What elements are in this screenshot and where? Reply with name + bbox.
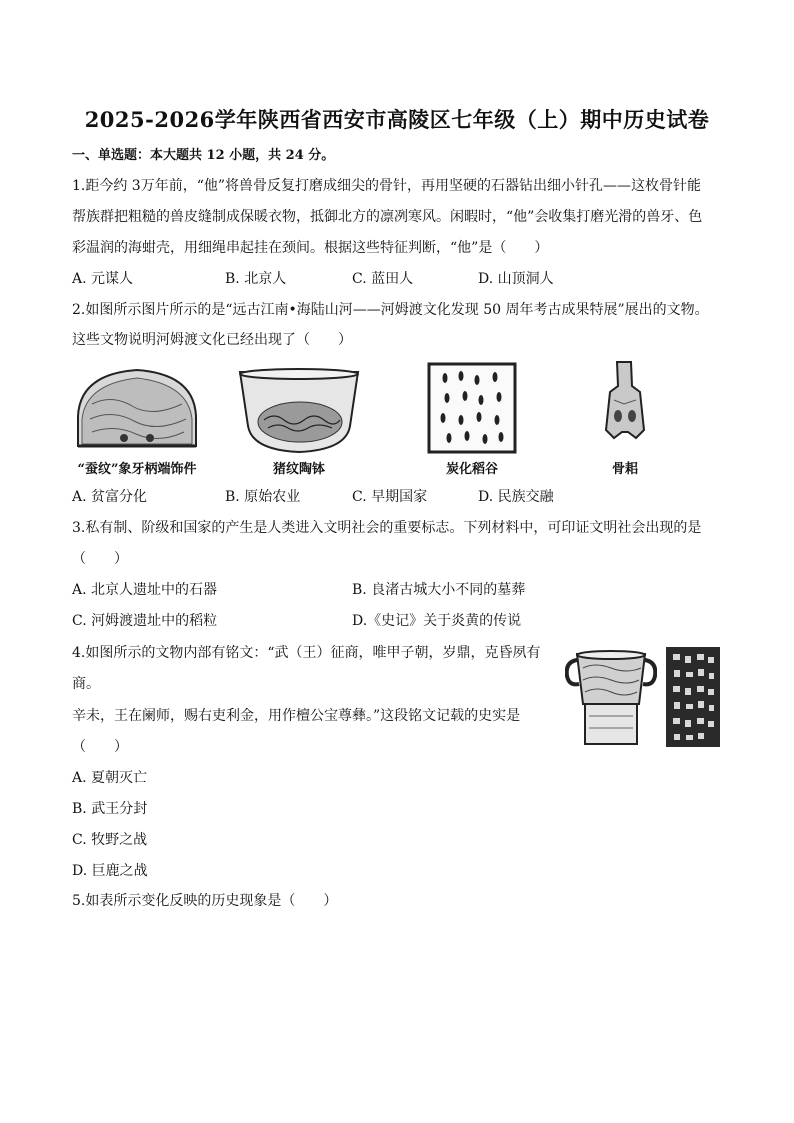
section-heading: 一、单选题：本大题共 12 小题，共 24 分。 (72, 148, 335, 163)
q3-option-b[interactable]: B. 良渚古城大小不同的墓葬 (352, 582, 526, 598)
page-title: 2025-2026学年陕西省西安市高陵区七年级（上）期中历史试卷 (84, 107, 710, 132)
q2-option-c[interactable]: C. 早期国家 (352, 489, 428, 505)
q2-line-1: 2.如图所示图片所示的是“远古江南•海陆山河——河姆渡文化发现 50 周年考古成果特展”展出的文物。 (72, 302, 709, 318)
q4-option-d[interactable]: D. 巨鹿之战 (72, 863, 148, 879)
q2-option-d[interactable]: D. 民族交融 (478, 489, 554, 505)
bone-spade-image (600, 360, 650, 442)
inscription-rubbing-image (665, 646, 721, 748)
caption-ivory-ornament: “蚕纹”象牙柄端饰件 (77, 462, 197, 477)
q2-option-b[interactable]: B. 原始农业 (225, 489, 301, 505)
ivory-ornament-image (72, 364, 202, 452)
q3-option-d[interactable]: D.《史记》关于炎黄的传说 (352, 613, 522, 629)
q3-option-a[interactable]: A. 北京人遗址中的石器 (72, 582, 218, 598)
q3-line-2: （ ） (72, 551, 128, 567)
pig-pottery-bowl-image (234, 364, 364, 456)
q1-line-1: 1.距今约 3万年前，“他”将兽骨反复打磨成细尖的骨针，再用坚硬的石器钻出细小针孔——这枚骨针能 (72, 178, 702, 194)
q4-line-2: 商。 (72, 676, 100, 692)
q4-line-3: 辛未，王在阑师，赐右吏利金，用作檀公宝尊彝。”这段铭文记载的史实是 (72, 708, 521, 724)
q4-option-a[interactable]: A. 夏朝灭亡 (72, 770, 148, 786)
q5-line-1: 5.如表所示变化反映的历史现象是（ ） (72, 893, 338, 909)
q3-option-c[interactable]: C. 河姆渡遗址中的稻粒 (72, 613, 218, 629)
q4-line-4: （ ） (72, 739, 128, 755)
caption-rice: 炭化稻谷 (445, 462, 498, 477)
q4-option-c[interactable]: C. 牧野之战 (72, 832, 148, 848)
q2-line-2: 这些文物说明河姆渡文化已经出现了（ ） (72, 332, 352, 348)
carbonized-rice-image (427, 362, 517, 454)
li-gui-vessel-image (565, 646, 657, 748)
q3-line-1: 3.私有制、阶级和国家的产生是人类进入文明社会的重要标志。下列材料中，可印证文明社会出现的是 (72, 520, 702, 536)
q1-option-c[interactable]: C. 蓝田人 (352, 271, 414, 287)
caption-bone-spade: 骨耜 (611, 462, 638, 477)
q1-option-a[interactable]: A. 元谋人 (72, 271, 134, 287)
caption-pig-bowl: 猪纹陶钵 (272, 462, 325, 477)
q1-option-d[interactable]: D. 山顶洞人 (478, 271, 554, 287)
q4-option-b[interactable]: B. 武王分封 (72, 801, 148, 817)
q1-line-2: 帮族群把粗糙的兽皮缝制成保暖衣物，抵御北方的凛冽寒风。闲暇时，“他”会收集打磨光滑的兽牙、色 (72, 209, 703, 225)
q2-option-a[interactable]: A. 贫富分化 (72, 489, 148, 505)
q4-line-1: 4.如图所示的文物内部有铭文：“武（王）征商，唯甲子朝，岁鼎，克昏夙有 (72, 645, 541, 661)
q1-option-b[interactable]: B. 北京人 (225, 271, 287, 287)
q1-line-3: 彩温润的海蚶壳，用细绳串起挂在颈间。根据这些特征判断，“他”是（ ） (72, 240, 549, 256)
